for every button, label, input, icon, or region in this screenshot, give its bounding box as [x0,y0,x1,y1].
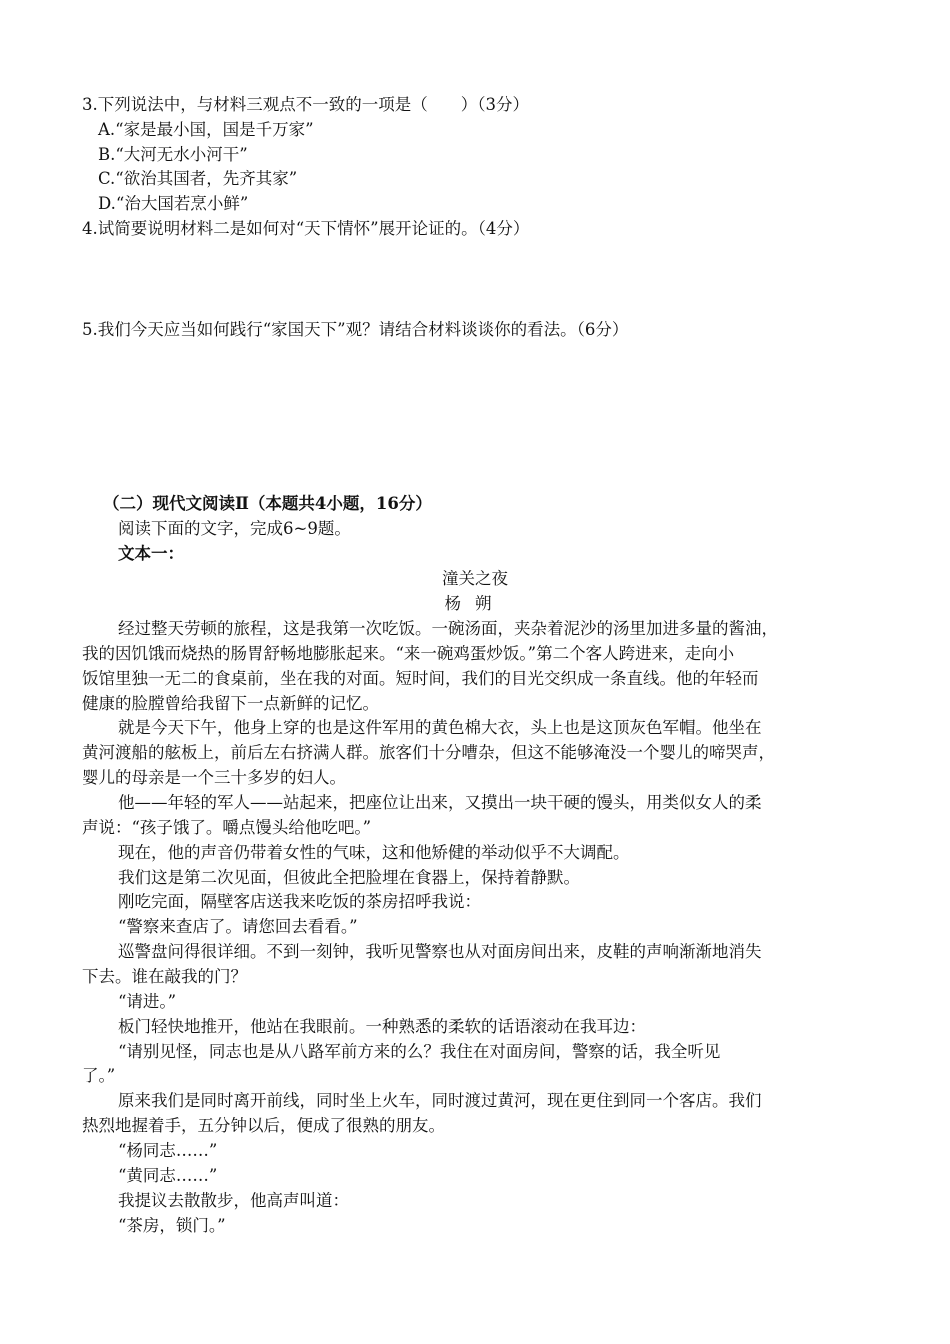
article-line: 下去。谁在敲我的门？ [82,967,247,986]
option-b: B.“大河无水小河干” [98,145,248,164]
article-line: 板门轻快地推开，他站在我眼前。一种熟悉的柔软的话语滚动在我耳边： [118,1017,646,1036]
option-a: A.“家是最小国，国是千万家” [98,120,314,139]
section-instruction: 阅读下面的文字，完成6~9题。 [118,519,351,538]
article-line: 我们这是第二次见面，但彼此全把脸埋在食器上，保持着静默。 [118,868,580,887]
section-heading: （二）现代文阅读Ⅱ（本题共4小题，16分） [103,494,432,513]
article-line: 婴儿的母亲是一个三十多岁的妇人。 [82,768,346,787]
article-line: 经过整天劳顿的旅程，这是我第一次吃饭。一碗汤面，夹杂着泥沙的汤里加进多量的酱油， [118,619,778,638]
article-line: “茶房，锁门。” [118,1216,226,1235]
option-c: C.“欲治其国者，先齐其家” [98,169,298,188]
question-4: 4.试简要说明材料二是如何对“天下情怀”展开论证的。（4分） [82,219,530,238]
article-line: 我提议去散散步，他高声叫道： [118,1191,349,1210]
question-5: 5.我们今天应当如何践行“家国天下”观？请结合材料谈谈你的看法。（6分） [82,320,629,339]
article-line: 原来我们是同时离开前线，同时坐上火车，同时渡过黄河，现在更住到同一个客店。我们 [118,1091,762,1110]
article-line: 现在，他的声音仍带着女性的气味，这和他矫健的举动似乎不大调配。 [118,843,630,862]
article-line: 了。” [82,1066,116,1085]
article-line: 他——年轻的军人——站起来，把座位让出来，又摸出一块干硬的馒头，用类似女人的柔 [118,793,762,812]
article-line: “警察来查店了。请您回去看看。” [118,917,358,936]
text-label: 文本一： [118,544,184,563]
article-line: “请别见怪，同志也是从八路军前方来的么？我住在对面房间，警察的话，我全听见 [118,1042,721,1061]
article-line: 健康的脸膛曾给我留下一点新鲜的记忆。 [82,694,379,713]
article-line: 就是今天下午，他身上穿的也是这件军用的黄色棉大衣，头上也是这顶灰色军帽。他坐在 [118,718,762,737]
article-line: 巡警盘问得很详细。不到一刻钟，我听见警察也从对面房间出来，皮鞋的声响渐渐地消失 [118,942,762,961]
article-line: “杨同志……” [118,1141,218,1160]
article-line: “黄同志……” [118,1166,218,1185]
question-3: 3.下列说法中，与材料三观点不一致的一项是（ ）（3分） [82,95,529,114]
article-line: 饭馆里独一无二的食桌前，坐在我的对面。短时间，我们的目光交织成一条直线。他的年轻而 [82,669,759,688]
article-line: 刚吃完面，隔壁客店送我来吃饭的茶房招呼我说： [118,892,481,911]
article-line: 热烈地握着手，五分钟以后，便成了很熟的朋友。 [82,1116,445,1135]
option-d: D.“治大国若烹小鲜” [98,194,249,213]
article-title: 潼关之夜 [442,569,508,588]
article-line: 声说：“孩子饿了。嚼点馒头给他吃吧。” [82,818,372,837]
article-line: 我的因饥饿而烧热的肠胃舒畅地膨胀起来。“来一碗鸡蛋炒饭。”第二个客人跨进来，走向小 [82,644,735,663]
article-line: “请进。” [118,992,177,1011]
article-line: 黄河渡船的舷板上，前后左右挤满人群。旅客们十分嘈杂，但这不能够淹没一个婴儿的啼哭声， [82,743,775,762]
article-author: 杨朔 [444,594,506,613]
